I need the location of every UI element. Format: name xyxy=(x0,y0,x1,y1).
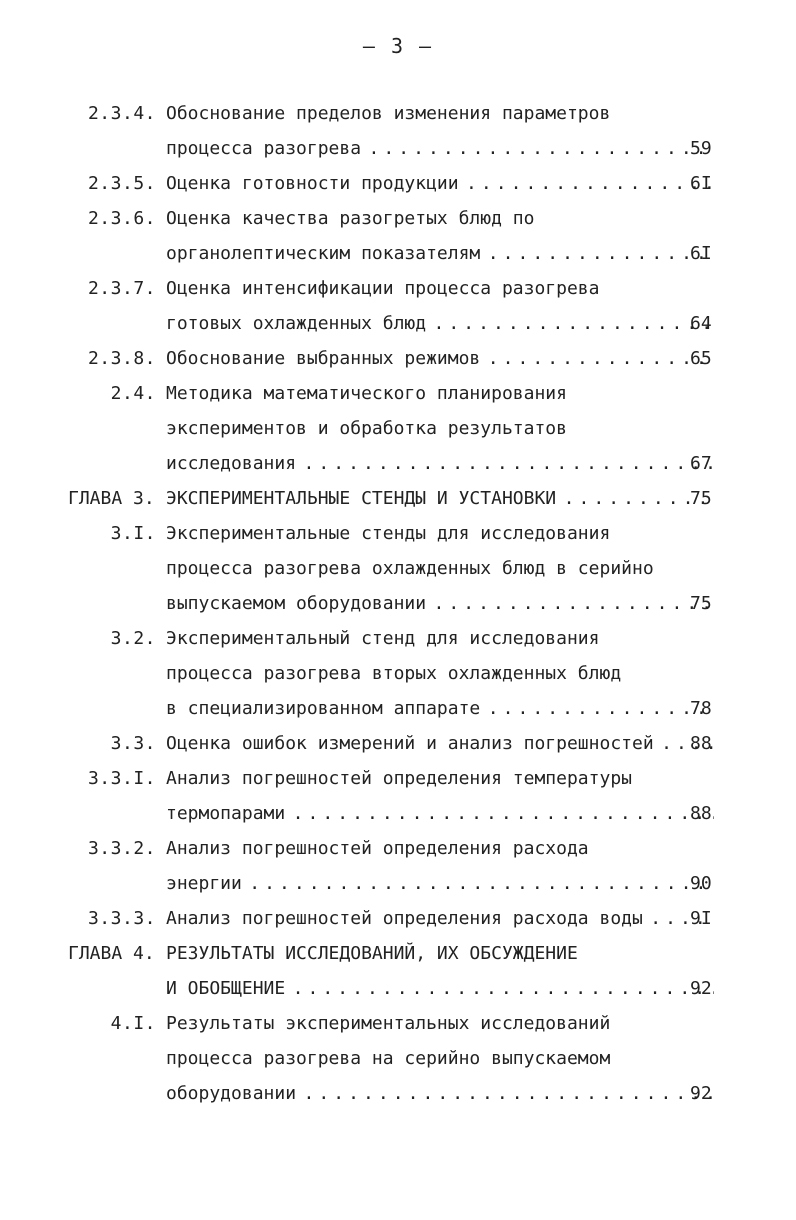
section-number: 3.3. xyxy=(110,733,156,754)
section-title: выпускаемом оборудовании . . . xyxy=(166,586,714,621)
section-title: процесса разогрева на серийно выпускаемом xyxy=(166,1048,611,1069)
toc-entry-line xyxy=(0,1006,796,1041)
toc-entry-line xyxy=(0,901,796,936)
section-title: Анализ погрешностей определения расхода воды . . . xyxy=(166,901,714,936)
page-ref: 9I xyxy=(690,908,712,929)
section-title: экспериментов и обработка результатов xyxy=(166,418,567,439)
toc-entry-line xyxy=(0,761,796,796)
section-title: Анализ погрешностей определения расхода xyxy=(166,838,589,859)
toc-entry[interactable] xyxy=(0,96,796,166)
toc-entry-line xyxy=(0,831,796,866)
toc-entry-line xyxy=(0,516,796,551)
section-title: И ОБОБЩЕНИЕ . . . xyxy=(166,971,714,1006)
toc-entry-line xyxy=(0,1076,796,1111)
toc-entry-line xyxy=(0,166,796,201)
table-of-contents xyxy=(0,96,796,1111)
section-number: 3.2. xyxy=(110,628,156,649)
section-title: процесса разогрева охлажденных блюд в серийно xyxy=(166,558,654,579)
toc-entry-line xyxy=(0,411,796,446)
toc-entry[interactable] xyxy=(0,516,796,621)
section-title: Оценка готовности продукции . . . xyxy=(166,166,714,201)
section-title: Экспериментальный стенд для исследования xyxy=(166,628,600,649)
toc-entry-line xyxy=(0,201,796,236)
toc-entry-line xyxy=(0,866,796,901)
page-ref: 6I xyxy=(690,173,712,194)
toc-entry[interactable] xyxy=(0,376,796,481)
toc-entry-line xyxy=(0,621,796,656)
section-number: 3.3.I. xyxy=(87,768,156,789)
toc-entry-line xyxy=(0,971,796,1006)
toc-entry-line xyxy=(0,341,796,376)
toc-entry-line xyxy=(0,236,796,271)
section-title: Экспериментальные стенды для исследования xyxy=(166,523,611,544)
section-number: 3.3.2. xyxy=(87,838,156,859)
toc-entry[interactable] xyxy=(0,726,796,761)
toc-entry[interactable] xyxy=(0,201,796,271)
toc-entry-line xyxy=(0,271,796,306)
toc-entry[interactable] xyxy=(0,831,796,901)
section-title: органолептическим показателям . . . xyxy=(166,236,714,271)
section-title: Результаты экспериментальных исследований xyxy=(166,1013,611,1034)
page-ref: 65 xyxy=(690,348,712,369)
section-number: 2.3.8. xyxy=(87,348,156,369)
section-number: 2.3.5. xyxy=(87,173,156,194)
toc-entry-line xyxy=(0,586,796,621)
section-title: Оценка ошибок измерений и анализ погрешностей . . . xyxy=(166,726,714,761)
section-title: термопарами . . . xyxy=(166,796,714,831)
toc-entry-line xyxy=(0,691,796,726)
toc-entry[interactable] xyxy=(0,901,796,936)
toc-entry-line xyxy=(0,551,796,586)
page-ref: 6I xyxy=(690,243,712,264)
page-ref: 88 xyxy=(690,803,712,824)
page-ref: 92 xyxy=(690,1083,712,1104)
toc-entry-line xyxy=(0,726,796,761)
section-title: процесса разогрева вторых охлажденных блюд xyxy=(166,663,622,684)
toc-chapter-entry[interactable] xyxy=(0,936,796,1006)
page-number: – 3 – xyxy=(362,34,434,58)
toc-entry-line xyxy=(0,96,796,131)
page-ref: 59 xyxy=(690,138,712,159)
page-ref: 64 xyxy=(690,313,712,334)
section-title: Оценка качества разогретых блюд по xyxy=(166,208,535,229)
page-ref: 92 xyxy=(690,978,712,999)
toc-entry-line xyxy=(0,481,796,516)
toc-entry-line xyxy=(0,131,796,166)
toc-entry[interactable] xyxy=(0,621,796,726)
section-number: 2.3.6. xyxy=(87,208,156,229)
section-title: ЭКСПЕРИМЕНТАЛЬНЫЕ СТЕНДЫ И УСТАНОВКИ . . . xyxy=(166,481,714,516)
chapter-number: ГЛАВА 3. xyxy=(68,488,155,509)
toc-entry[interactable] xyxy=(0,166,796,201)
page-ref: 75 xyxy=(690,488,712,509)
page-ref: 67 xyxy=(690,453,712,474)
section-number: 2.3.7. xyxy=(87,278,156,299)
section-title: Анализ погрешностей определения температуры xyxy=(166,768,632,789)
section-number: 2.4. xyxy=(110,383,156,404)
section-number: 3.3.3. xyxy=(87,908,156,929)
toc-entry-line xyxy=(0,446,796,481)
section-title: энергии . . . xyxy=(166,866,714,901)
section-title: Обоснование выбранных режимов . . . xyxy=(166,341,714,376)
page-ref: 78 xyxy=(690,698,712,719)
section-number: 2.3.4. xyxy=(87,103,156,124)
chapter-number: ГЛАВА 4. xyxy=(68,943,155,964)
toc-entry-line xyxy=(0,1041,796,1076)
toc-entry[interactable] xyxy=(0,271,796,341)
page-ref: 90 xyxy=(690,873,712,894)
toc-entry[interactable] xyxy=(0,1006,796,1111)
toc-entry-line xyxy=(0,306,796,341)
toc-entry[interactable] xyxy=(0,761,796,831)
section-title: оборудовании . . . xyxy=(166,1076,714,1111)
section-title: Оценка интенсификации процесса разогрева xyxy=(166,278,600,299)
section-number: 3.I. xyxy=(110,523,156,544)
toc-entry-line xyxy=(0,796,796,831)
section-title: Обоснование пределов изменения параметров xyxy=(166,103,611,124)
page-ref: 88 xyxy=(690,733,712,754)
toc-entry-line xyxy=(0,376,796,411)
section-title: Методика математического планирования xyxy=(166,383,567,404)
section-title: исследования . . . xyxy=(166,446,714,481)
section-number: 4.I. xyxy=(110,1013,156,1034)
toc-entry[interactable] xyxy=(0,341,796,376)
page-ref: 75 xyxy=(690,593,712,614)
toc-chapter-entry[interactable] xyxy=(0,481,796,516)
section-title: готовых охлажденных блюд . . . xyxy=(166,306,714,341)
section-title: процесса разогрева . . . xyxy=(166,131,714,166)
section-title: в специализированном аппарате . . . xyxy=(166,691,714,726)
toc-entry-line xyxy=(0,656,796,691)
section-title: РЕЗУЛЬТАТЫ ИССЛЕДОВАНИЙ, ИХ ОБСУЖДЕНИЕ xyxy=(166,943,578,964)
toc-entry-line xyxy=(0,936,796,971)
